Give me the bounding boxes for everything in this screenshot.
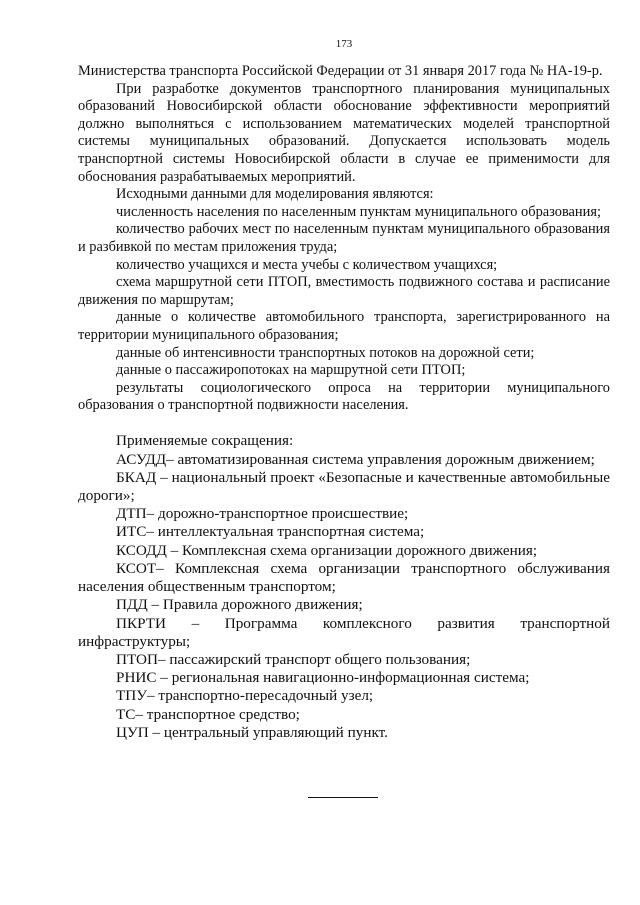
- paragraph-input-data-heading: Исходными данными для моделирования являются:: [116, 186, 434, 203]
- blank-line: [78, 415, 610, 433]
- abbreviation-ts: ТС– транспортное средство;: [116, 705, 300, 723]
- paragraph-planning-justification: При разработке документов транспортного планирования муниципальных образований Новосибирской области обоснование эффективности мероприятий должно выполняться с использованием математических моделей транспортной системы муниципальных образований. Допускается использовать модель транспортной системы Новосибирской области в случае ее применимости для обоснования разрабатываемых мероприятий.: [78, 80, 610, 185]
- abbreviation-asudd: АСУДД– автоматизированная система управления дорожным движением;: [116, 450, 595, 468]
- list-item-survey-results: результаты социологического опроса на территории муниципального образования о транспортной подвижности населения.: [78, 379, 610, 414]
- abbreviations-heading: Применяемые сокращения:: [116, 432, 294, 450]
- page-number: 173: [335, 38, 353, 50]
- abbreviation-ptop: ПТОП– пассажирский транспорт общего пользования;: [116, 650, 471, 668]
- abbreviation-pdd: ПДД – Правила дорожного движения;: [116, 596, 363, 614]
- document-body: [78, 63, 610, 742]
- list-item-workplaces: количество рабочих мест по населенным пунктам муниципального образования и разбивкой по местам приложения труда;: [78, 221, 610, 255]
- list-item-route-network: схема маршрутной сети ПТОП, вместимость подвижного состава и расписание движения по маршрутам;: [78, 274, 610, 308]
- abbreviation-tpu: ТПУ– транспортно-пересадочный узел;: [116, 687, 374, 705]
- abbreviation-pkrti: ПКРТИ – Программа комплексного развития транспортной инфраструктуры;: [78, 614, 610, 650]
- abbreviation-its: ИТС– интеллектуальная транспортная система;: [116, 523, 425, 541]
- abbreviation-bkad: БКАД – национальный проект «Безопасные и качественные автомобильные дороги»;: [78, 468, 610, 505]
- abbreviation-dtp: ДТП– дорожно-транспортное происшествие;: [116, 505, 409, 523]
- list-item-students: количество учащихся и места учебы с количеством учащихся;: [116, 256, 498, 273]
- list-item-vehicles: данные о количестве автомобильного транспорта, зарегистрированного на территории муниципального образования;: [78, 309, 610, 343]
- abbreviation-ksot: КСОТ– Комплексная схема организации транспортного обслуживания населения общественным транспортом;: [78, 559, 610, 596]
- paragraph-ministry-reference: Министерства транспорта Российской Федерации от 31 января 2017 года № НА-19-р.: [78, 63, 603, 79]
- closing-divider-line: [308, 797, 378, 798]
- list-item-traffic-intensity: данные об интенсивности транспортных потоков на дорожной сети;: [116, 344, 535, 361]
- abbreviation-ksodd: КСОДД – Комплексная схема организации дорожного движения;: [116, 541, 538, 559]
- abbreviation-tsup: ЦУП – центральный управляющий пункт.: [116, 723, 388, 741]
- abbreviation-rnis: РНИС – региональная навигационно-информационная система;: [116, 669, 530, 687]
- list-item-passenger-flows: данные о пассажиропотоках на маршрутной сети ПТОП;: [116, 362, 466, 379]
- list-item-population: численность населения по населенным пунктам муниципального образования;: [116, 203, 601, 220]
